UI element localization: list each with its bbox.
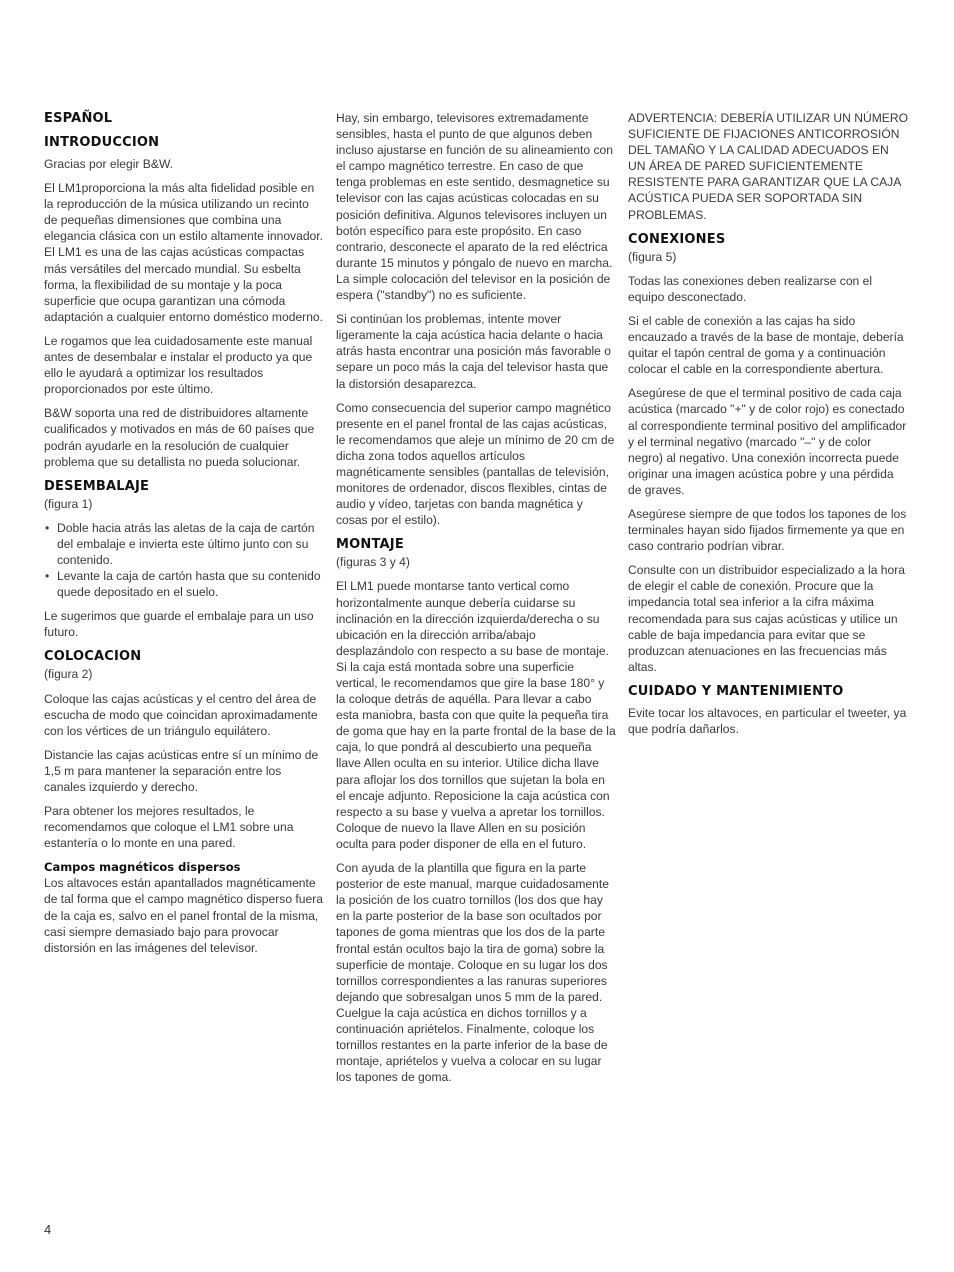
intro-paragraph: Le rogamos que lea cuidadosamente este manual antes de desembalar e instalar el producto ya que ello le ayudará a optimizar los resultados proporcionados por este último. (44, 333, 313, 397)
placement-paragraph: Coloque las cajas acústicas y el centro del área de escucha de modo que coincidan aproximadamente con los vértices de un triángulo equilátero. (44, 691, 318, 738)
connections-heading: CONEXIONES (628, 231, 726, 247)
mounting-paragraph: El LM1 puede montarse tanto vertical como horizontalmente aunque debería cuidarse su inclinación en la dirección izquierda/derecha o su ubicación en la dirección arriba/abajo desplazándolo con respecto a su base de montaje. Si la caja está montada sobre una superficie vertical, le recomendamos que gire la base 180° y la coloque detrás de aquélla. Para llevar a cabo esta maniobra, basta con que quite la pequeña tira de goma que hay en la parte frontal de la base de la caja, lo que pondrá al descubierto una pequeña llave Allen oculta en su interior. Utilice dicha llave para aflojar los dos tornillos que sujetan la bola en el encaje adjunto. Reposicione la caja acústica con respecto a su base y vuelva a apretar los tornillos. Coloque de nuevo la llave Allen en su posición oculta para poder disponer de ella en el futuro. (336, 579, 616, 851)
placement-paragraph: Distancie las cajas acústicas entre sí un mínimo de 1,5 m para mantener la separación entre los canales izquierdo y derecho. (44, 747, 319, 794)
column-3 (628, 110, 908, 745)
care-paragraph: Evite tocar los altavoces, en particular el tweeter, ya que podría dañarlos. (628, 705, 907, 736)
unpack-paragraph: Le sugerimos que guarde el embalaje para un uso futuro. (44, 609, 314, 640)
connections-paragraph: Todas las conexiones deben realizarse con el equipo desconectado. (628, 273, 873, 304)
stray-fields-paragraph: Los altavoces están apantallados magnéticamente de tal forma que el campo magnético disperso fuera de la caja es, salvo en el panel frontal de la misma, casi siempre demasiado bajo para provocar distorsión en las imágenes del televisor. (44, 876, 323, 955)
figure-reference: (figura 5) (628, 249, 677, 264)
body-paragraph: Como consecuencia del superior campo magnético presente en el panel frontal de las cajas acústicas, le recomendamos que aleje un mínimo de 20 cm de dicha zona todos aquellos artículos magnéticamente sensibles (pantallas de televisión, monitores de ordenador, discos flexibles, cintas de audio y vídeo, tarjetas con banda magnética y cosas por el estilo). (336, 400, 615, 528)
connections-paragraph: Asegúrese siempre de que todos los tapones de los terminales hayan sido fijados firmemente ya que en caso contrario podrían vibrar. (628, 506, 907, 554)
figure-reference: (figura 1) (44, 496, 93, 511)
figure-reference: (figuras 3 y 4) (336, 555, 410, 570)
body-paragraph: Hay, sin embargo, televisores extremadamente sensibles, hasta el punto de que algunos deben incluso ajustarse en función de su alineamiento con el campo magnético terrestre. En caso de que tenga problemas en este sentido, desmagnetice su televisor con las cajas acústicas colocadas en su posición definitiva. Algunos televisores incluyen un botón específico para este propósito. En caso contrario, desconecte el aparato de la red eléctrica durante 15 minutos y póngalo de nuevo en marcha. La simple colocación del televisor en la posición de espera ("standby") no es suficiente. (336, 111, 613, 303)
intro-paragraph: Gracias por elegir B&W. (44, 157, 174, 171)
intro-paragraph: El LM1proporciona la más alta fidelidad posible en la reproducción de la música utilizando un recinto de pequeñas dimensiones que combina una elegancia clásica con un estilo altamente innovador. El LM1 es una de las cajas acústicas compactas más versátiles del mercado mundial. Su esbelta forma, la flexibilidad de su montaje y la poca superficie que ocupa garantizan una cómoda adaptación a cualquier entorno doméstico moderno. (44, 181, 324, 324)
list-item: • Doble hacia atrás las aletas de la caja de cartón del embalaje e invierta este último junto con su contenido. (44, 520, 324, 568)
unpack-heading: DESEMBALAJE (44, 478, 150, 494)
mounting-paragraph: Con ayuda de la plantilla que figura en la parte posterior de este manual, marque cuidadosamente la posición de los cuatro tornillos (los dos que hay en la parte posterior de la base son ocultados por tapones de goma mientras que los dos de la parte frontal están ocultos bajo la tira de goma) sobre la superficie de montaje. Coloque en su lugar los dos tornillos correspondientes a las ranuras superiores dejando que sobresalgan unos 5 mm de la pared. Cuelgue la caja acústica en dichos tornillos y a continuación apriételos. Finalmente, coloque los tornillos restantes en la parte inferior de la base de montaje, apriételos y vuelva a colocar en su lugar los tapones de goma. (336, 861, 609, 1085)
placement-paragraph: Para obtener los mejores resultados, le recomendamos que coloque el LM1 sobre una estantería o lo monte en una pared. (44, 804, 294, 851)
connections-paragraph: Consulte con un distribuidor especializado a la hora de elegir el cable de conexión. Procure que la impedancia total sea inferior a la cifra máxima recomendada para sus cajas acústicas y utilice un cable de baja impedancia para evitar que se produzcan atenuaciones en las frecuencias más altas. (628, 563, 905, 674)
warning-paragraph: ADVERTENCIA: DEBERÍA UTILIZAR UN NÚMERO SUFICIENTE DE FIJACIONES ANTICORROSIÓN DEL TAMAÑO Y LA CALIDAD ADECUADOS EN UN ÁREA DE PARED SUFICIENTEMENTE RESISTENTE PARA GARANTIZAR QUE LA CAJA ACÚSTICA PUEDA SER SOPORTADA SIN PROBLEMAS. (628, 111, 908, 222)
placement-heading: COLOCACION (44, 649, 142, 665)
column-1 (44, 110, 324, 964)
intro-paragraph: B&W soporta una red de distribuidores altamente cualificados y motivados en más de 60 países que podrán ayudarle en la resolución de cualquier problema que su detallista no pueda solucionar. (44, 406, 315, 469)
connections-paragraph: Si el cable de conexión a las cajas ha sido encauzado a través de la base de montaje, debería quitar el tapón central de goma y a continuación colocar el cable en la correspondiente abertura. (628, 313, 904, 377)
body-paragraph: Si continúan los problemas, intente mover ligeramente la caja acústica hacia delante o hacia atrás hasta encontrar una posición más favorable o separe un poco más la caja del televisor hasta que la distorsión desaparezca. (336, 312, 611, 391)
stray-fields-subheading: Campos magnéticos dispersos (44, 860, 241, 875)
intro-heading: INTRODUCCION (44, 135, 160, 150)
column-2 (336, 110, 616, 1093)
language-heading: ESPAÑOL (44, 111, 113, 126)
figure-reference: (figura 2) (44, 667, 93, 682)
care-heading: CUIDADO Y MANTENIMIENTO (628, 683, 844, 699)
connections-paragraph: Asegúrese de que el terminal positivo de cada caja acústica (marcado "+" y de color rojo) es conectado al correspondiente terminal positivo del amplificador y el terminal negativo (marcado "–" y de color negro) al negativo. Una conexión incorrecta puede originar una imagen acústica pobre y una pérdida de graves. (628, 386, 907, 497)
mounting-heading: MONTAJE (336, 537, 404, 553)
unpack-steps-list (44, 520, 324, 600)
list-item: • Levante la caja de cartón hasta que su contenido quede depositado en el suelo. (44, 568, 324, 600)
page-number: 4 (44, 1222, 52, 1237)
